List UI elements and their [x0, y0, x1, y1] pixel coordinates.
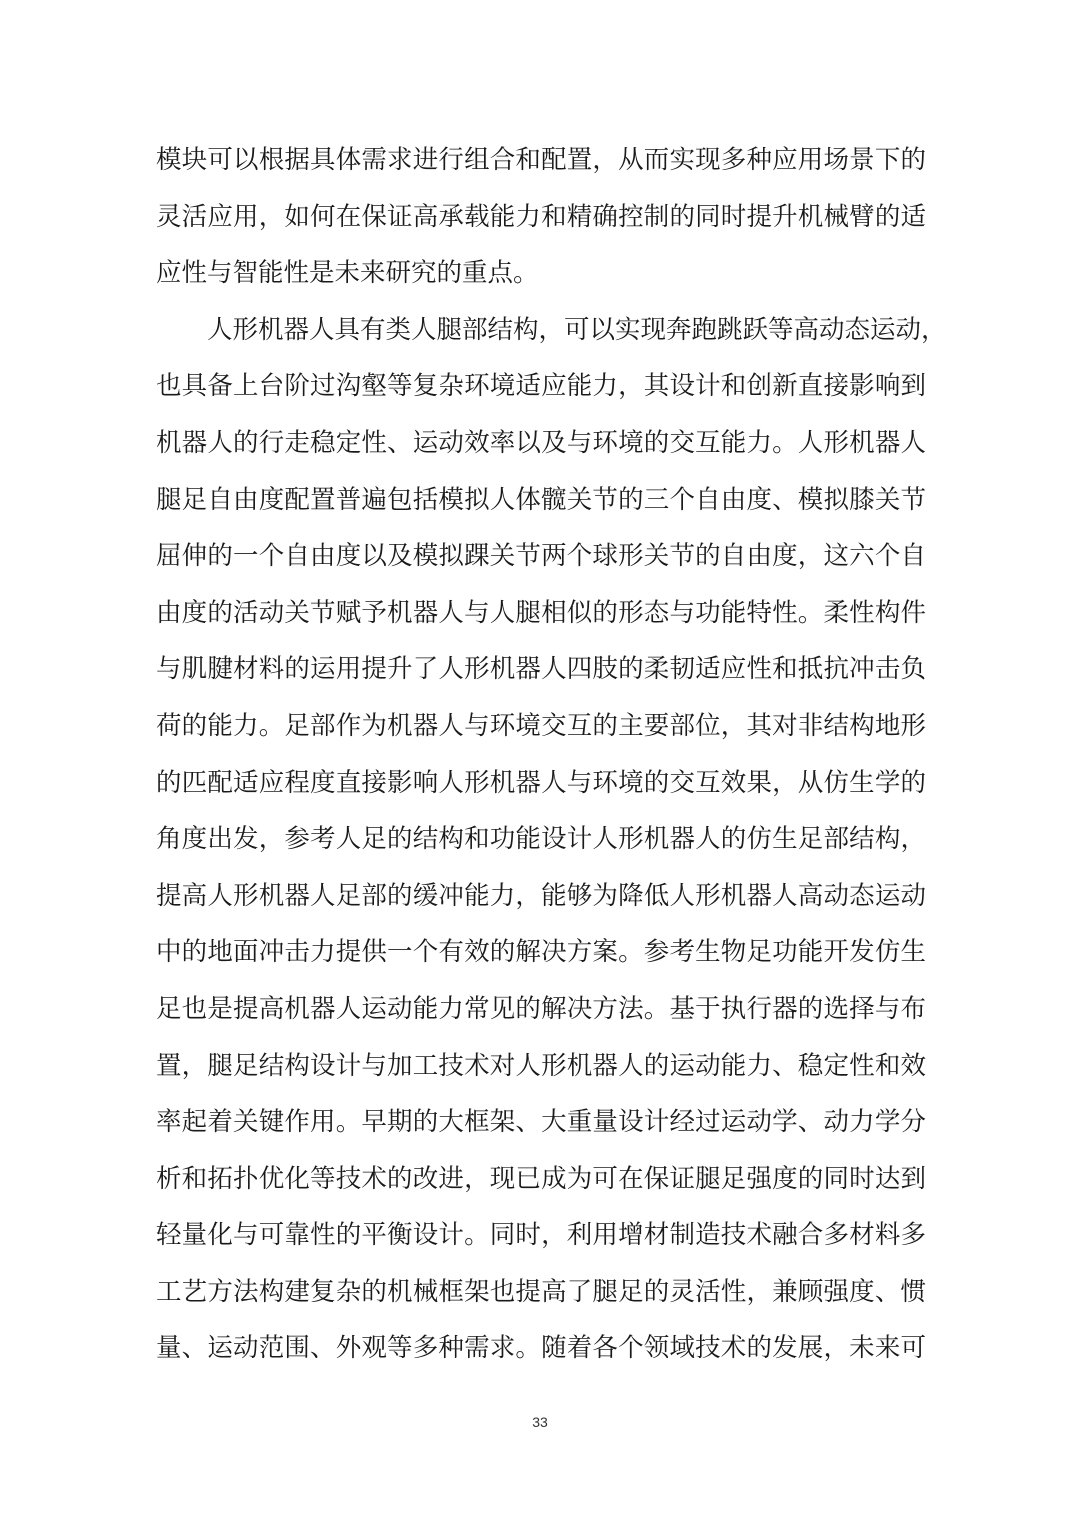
paragraph-1-line-2: 灵活应用，如何在保证高承载能力和精确控制的同时提升机械臂的适: [156, 201, 926, 232]
paragraph-1-line-1: 模块可以根据具体需求进行组合和配置，从而实现多种应用场景下的: [156, 145, 926, 175]
paragraph-2-line-7: 与肌腱材料的运用提升了人形机器人四肢的柔韧适应性和抵抗冲击负: [156, 654, 926, 685]
paragraph-2-line-13: 足也是提高机器人运动能力常见的解决方法。基于执行器的选择与布: [156, 993, 926, 1024]
paragraph-2-line-15: 率起着关键作用。早期的大框架、大重量设计经过运动学、动力学分: [156, 1107, 926, 1138]
paragraph-2-line-5: 屈伸的一个自由度以及模拟踝关节两个球形关节的自由度，这六个自: [156, 541, 926, 572]
paragraph-2-line-4: 腿足自由度配置普遍包括模拟人体髋关节的三个自由度、模拟膝关节: [156, 484, 926, 515]
paragraph-2-line-12: 中的地面冲击力提供一个有效的解决方案。参考生物足功能开发仿生: [156, 937, 926, 968]
paragraph-2-line-2: 也具备上台阶过沟壑等复杂环境适应能力，其设计和创新直接影响到: [156, 371, 926, 402]
body-text: [156, 132, 947, 1377]
paragraph-2-line-1: 人形机器人具有类人腿部结构，可以实现奔跑跳跃等高动态运动，: [207, 314, 947, 345]
paragraph-2-line-16: 析和拓扑优化等技术的改进，现已成为可在保证腿足强度的同时达到: [156, 1163, 926, 1194]
paragraph-2-line-8: 荷的能力。足部作为机器人与环境交互的主要部位，其对非结构地形: [156, 710, 926, 741]
paragraph-2-line-14: 置，腿足结构设计与加工技术对人形机器人的运动能力、稳定性和效: [156, 1050, 926, 1081]
paragraph-2-line-17: 轻量化与可靠性的平衡设计。同时，利用增材制造技术融合多材料多: [156, 1220, 926, 1251]
paragraph-1-line-3: 应性与智能性是未来研究的重点。: [156, 258, 539, 289]
paragraph-2-line-10: 角度出发，参考人足的结构和功能设计人形机器人的仿生足部结构，: [156, 824, 926, 855]
paragraph-2-line-3: 机器人的行走稳定性、运动效率以及与环境的交互能力。人形机器人: [156, 427, 926, 458]
paragraph-2-line-6: 由度的活动关节赋予机器人与人腿相似的形态与功能特性。柔性构件: [156, 597, 926, 628]
paragraph-2-line-11: 提高人形机器人足部的缓冲能力，能够为降低人形机器人高动态运动: [156, 880, 926, 911]
paragraph-2-line-9: 的匹配适应程度直接影响人形机器人与环境的交互效果，从仿生学的: [156, 767, 926, 798]
paragraph-2-line-19: 量、运动范围、外观等多种需求。随着各个领域技术的发展，未来可: [156, 1333, 926, 1364]
paragraph-2-line-18: 工艺方法构建复杂的机械框架也提高了腿足的灵活性，兼顾强度、惯: [156, 1276, 926, 1307]
page-number: 33: [532, 1414, 548, 1430]
